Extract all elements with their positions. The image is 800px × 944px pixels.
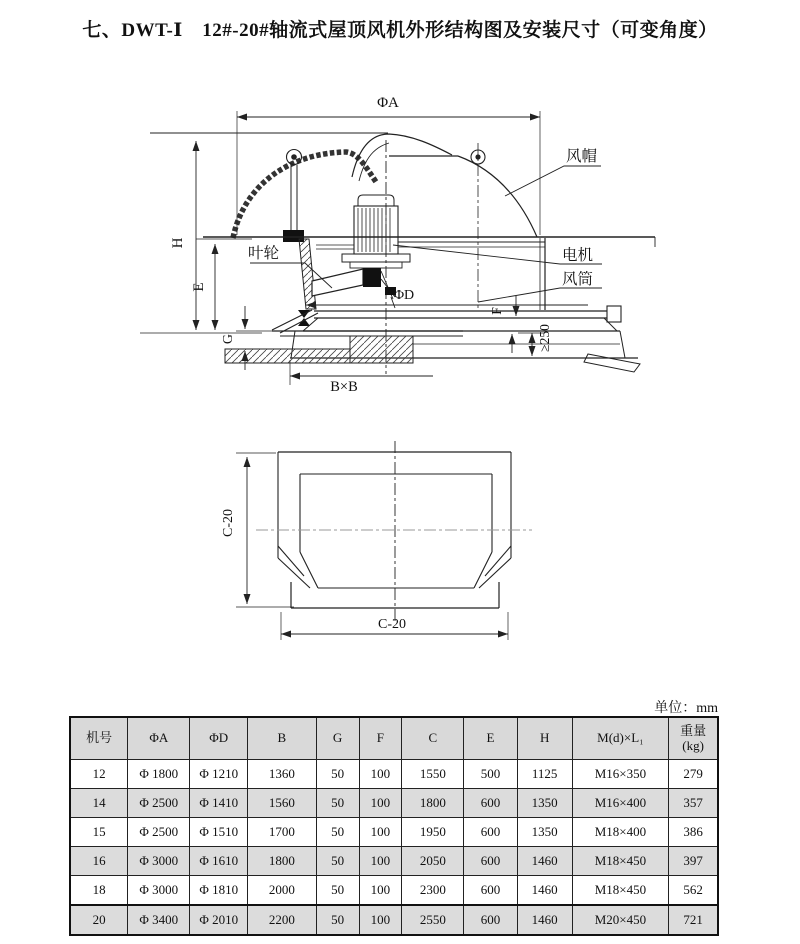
table-cell: Φ 3000 — [128, 847, 190, 876]
column-header: ΦD — [190, 717, 248, 760]
table-cell: 2050 — [402, 847, 464, 876]
table-cell: 721 — [669, 905, 718, 935]
dim-e: E — [191, 282, 207, 292]
table-cell: 1350 — [517, 789, 572, 818]
table-cell: M16×350 — [572, 760, 669, 789]
table-cell: Φ 1510 — [190, 818, 248, 847]
table-cell: 1560 — [248, 789, 317, 818]
column-header: ΦA — [128, 717, 190, 760]
table-cell: 50 — [316, 760, 359, 789]
table-cell: M18×450 — [572, 847, 669, 876]
roof-slab-left — [225, 349, 350, 363]
table-cell: 100 — [359, 760, 402, 789]
table-cell: 100 — [359, 789, 402, 818]
dim-phi-a: ΦA — [377, 95, 399, 111]
wind-cap-right-arc — [458, 156, 537, 237]
table-row — [70, 847, 718, 876]
table-cell: Φ 1610 — [190, 847, 248, 876]
table-cell: 1800 — [402, 789, 464, 818]
dim-g: G — [221, 333, 236, 345]
table-cell: 600 — [464, 905, 517, 935]
roof-curb-section — [350, 336, 413, 363]
table-cell: 100 — [359, 876, 402, 906]
table-cell: 1125 — [517, 760, 572, 789]
dim-phi-d: ΦD — [393, 288, 415, 303]
table-cell: 2550 — [402, 905, 464, 935]
table-cell: 12 — [70, 760, 128, 789]
table-cell: 600 — [464, 789, 517, 818]
table-row — [70, 818, 718, 847]
column-header: C — [402, 717, 464, 760]
table-cell: Φ 3400 — [128, 905, 190, 935]
column-header: 机号 — [70, 717, 128, 760]
table-body — [70, 760, 718, 936]
table-cell: 1950 — [402, 818, 464, 847]
motor-body — [354, 206, 398, 254]
table-cell: 50 — [316, 847, 359, 876]
table-row — [70, 876, 718, 906]
dim-h: H — [170, 237, 186, 249]
table-cell: 600 — [464, 818, 517, 847]
table-cell: M18×450 — [572, 876, 669, 906]
casing-left-wall — [299, 239, 316, 309]
table-cell: Φ 1210 — [190, 760, 248, 789]
roof-slab-right — [584, 354, 640, 372]
table-cell: 357 — [669, 789, 718, 818]
table-cell: 386 — [669, 818, 718, 847]
table-cell: 50 — [316, 789, 359, 818]
impeller-blade — [312, 269, 363, 296]
table-cell: 50 — [316, 876, 359, 906]
table-cell: 279 — [669, 760, 718, 789]
plan-dimensions — [236, 453, 508, 640]
column-header: B — [248, 717, 317, 760]
table-cell: 600 — [464, 876, 517, 906]
table-cell: 1800 — [248, 847, 317, 876]
table-cell: 562 — [669, 876, 718, 906]
table-cell: Φ 1800 — [128, 760, 190, 789]
dim-min250: ≥250 — [537, 324, 552, 352]
table-cell: 1360 — [248, 760, 317, 789]
column-header: M(d)×L₁ — [572, 717, 669, 760]
table-cell: M20×450 — [572, 905, 669, 935]
dim-bxb: B×B — [330, 379, 358, 395]
table-cell: M16×400 — [572, 789, 669, 818]
label-duct: 风筒 — [562, 271, 594, 288]
table-cell: 20 — [70, 905, 128, 935]
table-cell: Φ 1810 — [190, 876, 248, 906]
label-motor: 电机 — [562, 247, 594, 264]
column-header: E — [464, 717, 517, 760]
table-cell: 1460 — [517, 905, 572, 935]
table-cell: 50 — [316, 905, 359, 935]
table-row — [70, 760, 718, 789]
table-cell: 15 — [70, 818, 128, 847]
table-cell: 1460 — [517, 876, 572, 906]
table-cell: 500 — [464, 760, 517, 789]
impeller-hub — [363, 268, 381, 287]
table-cell: 2000 — [248, 876, 317, 906]
table-cell: Φ 2010 — [190, 905, 248, 935]
motor-cap — [358, 195, 394, 206]
table-cell: M18×400 — [572, 818, 669, 847]
table-cell: 1460 — [517, 847, 572, 876]
plan-drawing — [256, 441, 532, 623]
table-cell: Φ 2500 — [128, 789, 190, 818]
table-cell: 100 — [359, 905, 402, 935]
table-cell: 2300 — [402, 876, 464, 906]
column-header: F — [359, 717, 402, 760]
column-header: G — [316, 717, 359, 760]
table-cell: 16 — [70, 847, 128, 876]
header-row — [70, 717, 718, 760]
table-row — [70, 789, 718, 818]
table-cell: 2200 — [248, 905, 317, 935]
label-wind-cap: 风帽 — [566, 148, 598, 165]
table-cell: 14 — [70, 789, 128, 818]
spec-table — [69, 716, 719, 936]
unit-note: 单位：mm — [654, 701, 718, 716]
table-cell: 100 — [359, 847, 402, 876]
table-cell: Φ 1410 — [190, 789, 248, 818]
table-cell: 1550 — [402, 760, 464, 789]
table-cell: 1700 — [248, 818, 317, 847]
table-cell: 1350 — [517, 818, 572, 847]
dim-c20-vertical: C-20 — [221, 509, 236, 537]
table-row — [70, 905, 718, 935]
technical-drawing — [0, 60, 800, 680]
page-title: 七、DWT-Ⅰ 12#-20#轴流式屋顶风机外形结构图及安装尺寸（可变角度） — [82, 20, 718, 41]
label-impeller: 叶轮 — [248, 245, 280, 262]
table-cell: 397 — [669, 847, 718, 876]
column-header: 重量 (kg) — [669, 717, 718, 760]
table-cell: 100 — [359, 818, 402, 847]
table-cell: 50 — [316, 818, 359, 847]
table-cell: 600 — [464, 847, 517, 876]
table-cell: 18 — [70, 876, 128, 906]
dim-c20-horizontal: C-20 — [378, 617, 406, 632]
table-cell: Φ 2500 — [128, 818, 190, 847]
plan-texts — [221, 509, 406, 632]
column-header: H — [517, 717, 572, 760]
dim-f: F — [490, 307, 505, 315]
table-cell: Φ 3000 — [128, 876, 190, 906]
